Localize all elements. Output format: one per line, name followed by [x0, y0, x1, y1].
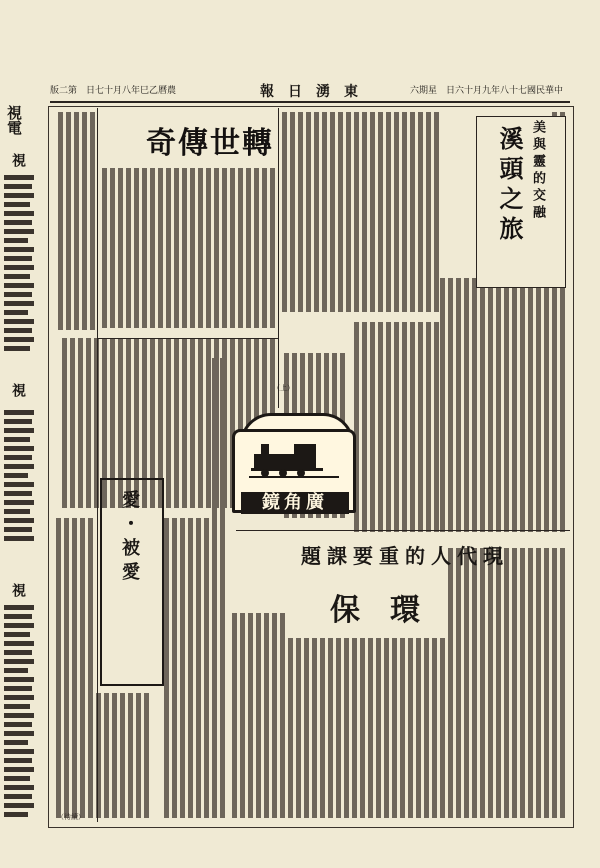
travel-headline: 溪頭之旅 — [495, 126, 524, 246]
section-divider — [236, 530, 570, 531]
ad-body — [232, 429, 356, 513]
tv-listing-text — [2, 175, 38, 835]
column-divider — [97, 108, 98, 822]
edition-info: 版二第 日七十月八年巳乙曆農 — [50, 86, 177, 96]
train-advertisement — [232, 413, 356, 513]
locomotive-icon — [249, 438, 339, 478]
tv-header: 視電 — [5, 105, 23, 135]
legend-headline: 奇傳世轉 — [146, 126, 274, 161]
tv-label-2: 視 — [10, 383, 26, 397]
section-divider — [98, 338, 278, 339]
part-label: （上） — [273, 384, 294, 392]
tv-label-1: 視 — [10, 153, 26, 167]
env-headline: 保環 — [330, 593, 450, 628]
tv-label-3: 視 — [10, 583, 26, 597]
travel-kicker: 美與靈的交融 — [530, 120, 545, 222]
newspaper-title: 報日湧東 — [260, 84, 372, 100]
issue-date: 六期星 日六十月九年八十七國民華中 — [410, 86, 564, 96]
env-subtitle: 題課要重的人代現 — [301, 544, 509, 568]
ad-brand-plate: 鏡角廣 — [241, 492, 349, 514]
love-headline: 愛・被愛 — [119, 490, 140, 586]
to-be-continued-note: （待續） — [57, 813, 85, 821]
masthead — [50, 79, 570, 103]
tv-listing-strip — [0, 95, 40, 835]
love-headline-box — [100, 478, 164, 686]
